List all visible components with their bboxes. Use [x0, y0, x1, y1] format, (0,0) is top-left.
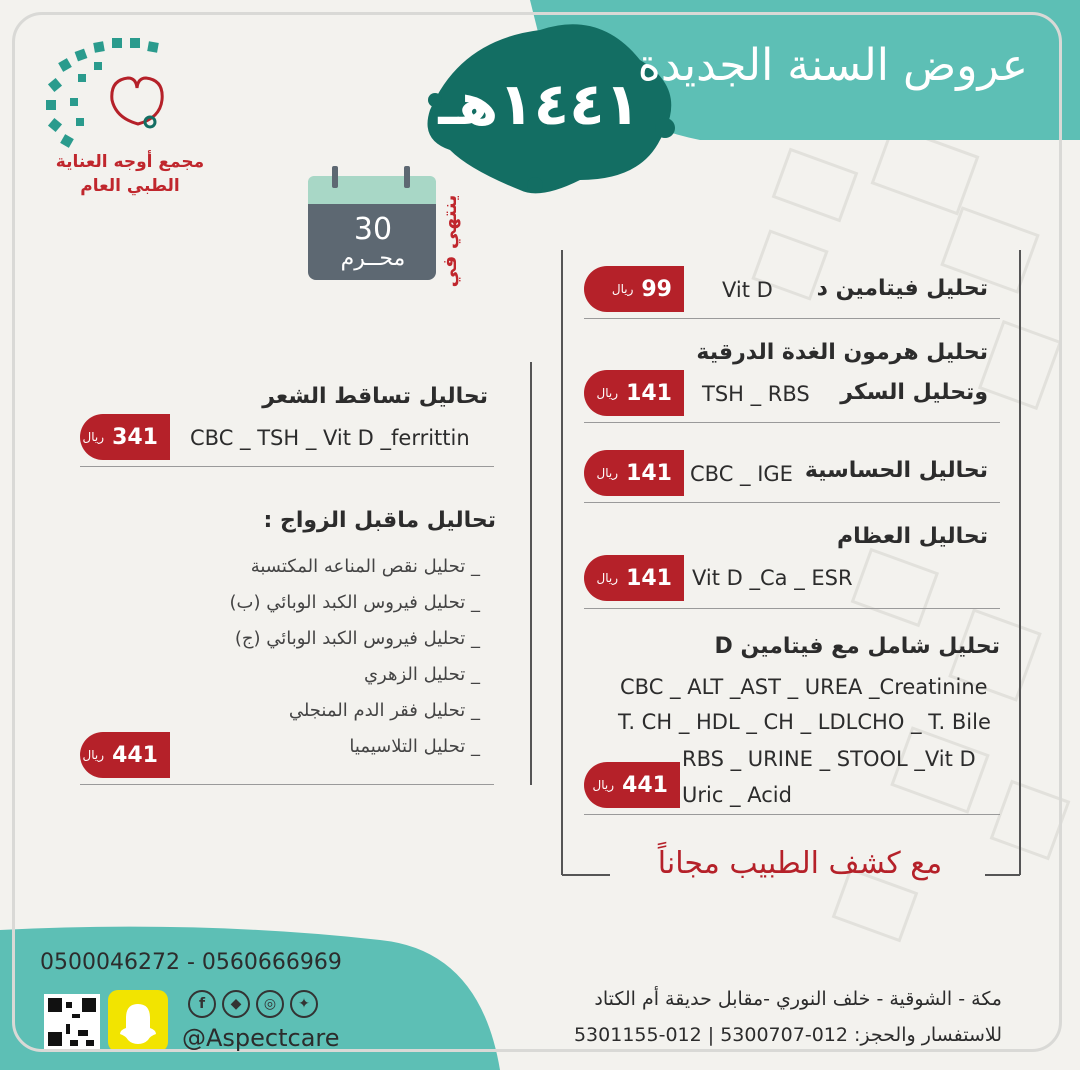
divider: [584, 318, 1000, 319]
hair-offer-price: 341: [112, 424, 158, 450]
offer-allergy-title: تحاليل الحساسية: [804, 458, 988, 483]
free-consultation-note: مع كشف الطبيب مجاناً: [657, 846, 943, 881]
footer-address: مكة - الشوقية - خلف النوري -مقابل حديقة أم الكتاد: [594, 988, 1002, 1010]
logo-line1: مجمع أوجه العناية: [55, 152, 205, 172]
snapchat-icon[interactable]: ◆: [222, 990, 250, 1018]
offer-allergy-price: 141: [626, 460, 672, 486]
instagram-icon[interactable]: ◎: [256, 990, 284, 1018]
facebook-icon[interactable]: f: [188, 990, 216, 1018]
hair-offer-codes: CBC _ TSH _ Vit D _ferrittin: [190, 426, 470, 450]
offer-bones-price: 141: [626, 565, 672, 591]
calendar-day: 30: [353, 212, 393, 247]
offer-comprehensive-price-badge: [584, 762, 680, 808]
twitter-icon[interactable]: ✦: [290, 990, 318, 1018]
currency-label: ريال: [596, 571, 619, 585]
offer-thyroid-codes: TSH _ RBS: [702, 382, 810, 406]
divider: [584, 608, 1000, 609]
premarital-title: تحاليل ماقبل الزواج :: [263, 508, 496, 533]
offer-thyroid-price: 141: [626, 380, 672, 406]
offer-vitd-price-badge: [584, 266, 684, 312]
offer-bones-title: تحاليل العظام: [837, 524, 988, 549]
calendar-month: محــرم: [340, 246, 406, 271]
premarital-item: _ تحليل فيروس الكبد الوبائي (ج): [234, 628, 480, 649]
premarital-item: _ تحليل فيروس الكبد الوبائي (ب): [229, 592, 480, 613]
offer-allergy-price-badge: [584, 450, 684, 496]
offer-allergy-codes: CBC _ IGE: [690, 462, 793, 486]
offer-comprehensive-price: 441: [622, 772, 668, 798]
offer-vitd-price: 99: [641, 276, 672, 302]
premarital-item: _ تحليل نقص المناعه المكتسبة: [250, 556, 480, 577]
currency-label: ريال: [592, 778, 615, 792]
currency-label: ريال: [82, 748, 105, 762]
offer-bones-price-badge: [584, 555, 684, 601]
footer-phones: 0500046272 - 0560666969: [40, 950, 342, 975]
currency-label: ريال: [596, 466, 619, 480]
currency-label: ريال: [596, 386, 619, 400]
social-handle[interactable]: @Aspectcare: [182, 1024, 340, 1052]
premarital-price: 441: [112, 742, 158, 768]
divider: [584, 502, 1000, 503]
offer-vitd-title: تحليل فيتامين د: [816, 276, 988, 301]
premarital-price-badge: [80, 732, 170, 778]
offer-comprehensive-codes-3: RBS _ URINE _ STOOL _Vit D: [682, 747, 976, 771]
offer-comprehensive-codes-1: CBC _ ALT _AST _ UREA _Creatinine: [620, 675, 988, 699]
footer-contact: للاستفسار والحجز: 012-5300707 | 012-5301155: [573, 1024, 1002, 1046]
qr-code[interactable]: [44, 994, 100, 1050]
offer-vitd-codes: Vit D: [722, 278, 773, 302]
premarital-item: _ تحليل فقر الدم المنجلي: [288, 700, 480, 721]
currency-label: ريال: [611, 282, 634, 296]
offer-comprehensive-codes-4: Uric _ Acid: [682, 783, 792, 807]
logo-line2: الطبي العام: [80, 176, 180, 196]
ends-label: ينتهي في: [439, 194, 461, 288]
offer-bones-codes: Vit D _Ca _ ESR: [692, 566, 853, 590]
logo: [40, 150, 220, 198]
offer-comprehensive-title: تحليل شامل مع فيتامين D: [714, 634, 1000, 659]
header-title: عروض السنة الجديدة: [637, 40, 1028, 91]
divider: [584, 814, 1000, 815]
divider: [80, 784, 494, 785]
currency-label: ريال: [82, 430, 105, 444]
divider: [584, 422, 1000, 423]
hair-offer-title: تحاليل تساقط الشعر: [262, 384, 488, 409]
premarital-item: _ تحليل الزهري: [363, 664, 480, 685]
offer-thyroid-title2: وتحليل السكر: [840, 380, 988, 405]
offer-thyroid-price-badge: [584, 370, 684, 416]
divider: [80, 466, 494, 467]
hair-offer-price-badge: [80, 414, 170, 460]
premarital-item: _ تحليل التلاسيميا: [349, 736, 480, 757]
year-label: ١٤٤١هـ: [438, 70, 640, 138]
snapcode[interactable]: [108, 990, 168, 1052]
offer-comprehensive-codes-2: T. CH _ HDL _ CH _ LDLCHO _ T. Bile: [618, 710, 991, 734]
offer-thyroid-title: تحليل هرمون الغدة الدرقية: [696, 340, 988, 365]
